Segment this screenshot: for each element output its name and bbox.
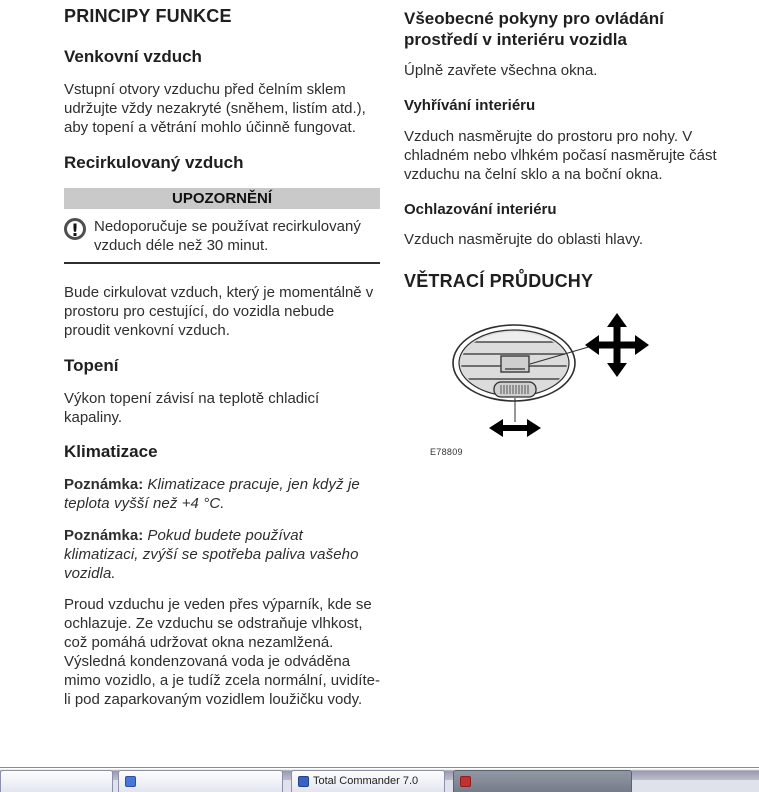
taskbar	[0, 767, 759, 787]
manual-page	[64, 6, 734, 766]
taskbar-button-2[interactable]	[118, 770, 283, 792]
right-column	[404, 6, 730, 709]
heading-topeni: Topení	[64, 356, 119, 375]
paragraph-ochlazovani: Vzduch nasměrujte do oblasti hlavy.	[404, 231, 644, 248]
heading-klimatizace: Klimatizace	[64, 442, 158, 461]
warning-title: UPOZORNĚNÍ	[64, 188, 380, 209]
note-label: Poznámka:	[64, 476, 144, 493]
section-title-vetraci-pruduchy: VĚTRACÍ PRŮDUCHY	[404, 271, 594, 291]
paragraph-topeni: Výkon topení závisí na teplotě chladicí kapaliny.	[64, 390, 320, 426]
left-column	[64, 6, 380, 709]
paragraph-vyhrivani: Vzduch nasměrujte do prostoru pro nohy. V chladném nebo vlhkém počasí nasměrujte část vzduchu na čelní sklo a na boční okna.	[404, 128, 717, 183]
air-vent-figure	[404, 312, 730, 457]
note-text: Pokud budete používat klimatizaci, zvýší se spotřeba paliva vašeho vozidla.	[64, 527, 359, 582]
note-text: Klimatizace pracuje, jen když je teplota vyšší než +4 °C.	[64, 476, 360, 512]
taskbar-button-4-active[interactable]	[453, 770, 632, 792]
note-label: Poznámka:	[64, 527, 144, 544]
note-paragraph-1	[64, 475, 380, 513]
total-commander-icon	[298, 776, 309, 787]
paragraph-okna: Úplně zavřete všechna okna.	[404, 62, 598, 79]
taskbar-button-label: Total Commander 7.0	[313, 775, 419, 787]
warning-text: ! Nedoporučuje se používat recirkulovaný vzduch déle než 30 minut.	[64, 217, 380, 255]
heading-recirkulovany-vzduch: Recirkulovaný vzduch	[64, 153, 244, 172]
section-title-principy-funkce: PRINCIPY FUNKCE	[64, 6, 232, 26]
figure-reference-label: E78809	[430, 447, 463, 457]
heading-vyhrivani-interieru: Vyhřívání interiéru	[404, 97, 536, 114]
window-icon	[125, 776, 136, 787]
vent-thumbwheel	[494, 382, 536, 397]
taskbar-button-1[interactable]	[0, 770, 113, 792]
warning-box	[64, 188, 380, 264]
air-vent-illustration	[404, 312, 726, 440]
heading-venkovni-vzduch: Venkovní vzduch	[64, 47, 202, 66]
exclamation-circle-icon: !	[64, 218, 86, 240]
taskbar-button-3[interactable]	[291, 770, 445, 792]
vent-knob	[501, 356, 529, 372]
four-way-arrow-icon	[585, 313, 649, 377]
heading-ochlazovani-interieru: Ochlazování interiéru	[404, 201, 557, 218]
divider-line	[64, 262, 380, 264]
heading-vseobecne-pokyny: Všeobecné pokyny pro ovládání prostředí v interiéru vozidla	[404, 9, 664, 49]
paragraph-venkovni-vzduch: Vstupní otvory vzduchu před čelním sklem udržujte vždy nezakryté (sněhem, listím atd.), aby topení a větrání mohlo účinně fungovat.	[64, 81, 366, 136]
note-paragraph-2	[64, 526, 380, 583]
paragraph-recirkulace: Bude cirkulovat vzduch, který je momentálně v prostoru pro cestující, do vozidla nebude proudit venkovní vzduch.	[64, 284, 374, 339]
paragraph-klimatizace: Proud vzduchu je veden přes výparník, kde se ochlazuje. Ze vzduchu se odstraňuje vlhkost, což pomáhá udržovat okna nezamlžená. Výsledná kondenzovaná voda je odváděna mimo vozidlo, a je tudíž zcela normální, uvidíte-li pod zaparkovaným vozidlem loužičku vody.	[64, 596, 380, 708]
document-red-icon	[460, 776, 471, 787]
